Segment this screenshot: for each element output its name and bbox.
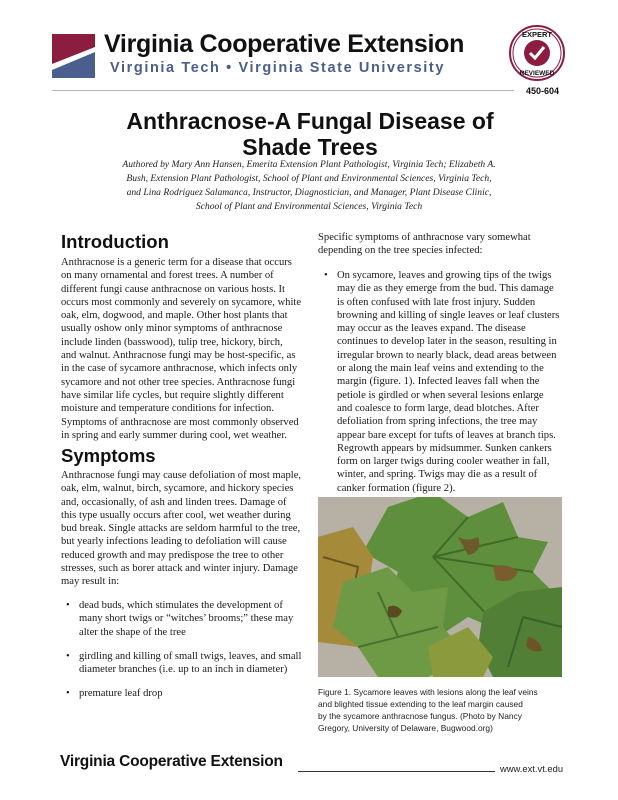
text-line: margin (figure. 1). Infected leaves fall when the — [337, 376, 540, 388]
text-line: on many ornamental and forest trees. A number of — [61, 270, 274, 282]
species-intro — [318, 231, 566, 258]
list-item — [324, 269, 566, 495]
text-line: may result in: — [61, 576, 120, 588]
text-line: Anthracnose is a generic term for a disease that occurs — [61, 257, 292, 268]
text-line: defoliation from spring infections, the tree may — [337, 416, 538, 428]
author-byline — [104, 158, 514, 214]
text-line: this type usually occurs after cool, wet weather during — [61, 509, 291, 521]
text-line: reduced growth and may predispose the tree to other — [61, 549, 284, 561]
text-line: diameter branches (i.e. up to an inch in diameter) — [79, 664, 288, 676]
text-line: Symptoms of anthracnose are most commonly observed — [61, 416, 299, 428]
text-line: and walnut. Anthracnose fungi may be host-specific, as — [61, 350, 296, 362]
introduction-body — [61, 256, 307, 442]
header-divider — [52, 90, 514, 91]
bullet-icon: • — [66, 600, 70, 611]
text-line: girdling and killing of small twigs, leaves, and small — [79, 650, 302, 662]
text-line: usually oshow only minor symptoms of anthracnose — [61, 323, 283, 335]
text-line: premature leaf drop — [79, 688, 163, 700]
list-item — [66, 650, 308, 677]
bullet-icon: • — [66, 650, 70, 662]
text-line: stresses, such as borer attack and winter injury. Damage — [61, 563, 299, 575]
figure-caption — [318, 686, 562, 734]
publication-number: 450-604 — [526, 86, 560, 96]
text-line: dead buds, which stimulates the development of — [79, 600, 283, 611]
text-line: browning and killing of single leaves or leaf clusters — [337, 309, 560, 321]
text-line: continues to develop later in the season, resulting in — [337, 336, 557, 348]
symptoms-heading: Symptoms — [61, 445, 156, 466]
text-line: appear bare except for tufts of leaves at branch tips. — [337, 429, 556, 441]
damage-bullet-list — [66, 599, 308, 701]
text-line: bud break. Single attacks are seldom harmful to the tree, — [61, 523, 301, 535]
text-line: many short twigs or “witches’ brooms;” these may — [79, 613, 294, 625]
caption-line: Figure 1. Sycamore leaves with lesions along the leaf veins — [318, 687, 538, 697]
text-line: Anthracnose fungi may cause defoliation of most maple, — [61, 470, 302, 481]
header-brand: Virginia Cooperative Extension — [104, 30, 465, 58]
title-line-2: Shade Trees — [242, 134, 378, 160]
text-line: irregular brown to nearly black, dead areas between — [337, 349, 557, 361]
text-line: or along the main leaf veins and extending to the — [337, 363, 544, 375]
author-line: and Lina Rodriguez Salamanca, Instructor, Diagnostician, and Manager, Plant Disease Clinic, — [126, 187, 492, 198]
text-line: include linden (basswood), tulip tree, hickory, birch, — [61, 336, 283, 348]
author-line: Bush, Extension Plant Pathologist, School of Plant and Environmental Sciences, Virginia Tech, — [126, 173, 492, 184]
title-line-1: Anthracnose-A Fungal Disease of — [126, 108, 494, 134]
text-line: oak, elm, dogwood, and maple. Other host plants that — [61, 310, 288, 322]
vce-logo-icon — [52, 34, 95, 78]
text-line: may occur as the leaves expand. The disease — [337, 323, 526, 335]
text-line: is often confused with late frost injury. Sudden — [337, 296, 536, 308]
sycamore-bullet-list — [324, 269, 566, 495]
sycamore-leaves-photo — [318, 497, 562, 677]
text-line: Regrowth appears by midsummer. Sunken cankers — [337, 442, 552, 454]
caption-line: Gregory, University of Delaware, Bugwood.org) — [318, 723, 493, 733]
text-line: depending on the tree species infected: — [318, 245, 483, 257]
seal-bottom-text: REVIEWED — [519, 70, 555, 77]
footer-url: www.ext.vt.edu — [500, 763, 564, 774]
text-line: form on larger twigs during cooler weather in fall, — [337, 456, 550, 468]
bullet-icon: • — [324, 270, 328, 281]
footer-brand: Virginia Cooperative Extension — [60, 753, 283, 770]
text-line: oak, elm, walnut, birch, sycamore, and hickory species — [61, 483, 294, 495]
seal-top-text: EXPERT — [521, 30, 553, 39]
text-line: may die as they emerge from the bud. This damage — [337, 283, 554, 295]
text-line: alter the shape of the tree — [79, 626, 186, 638]
list-item — [66, 687, 308, 700]
document-title — [60, 108, 560, 160]
symptoms-body — [61, 469, 307, 589]
text-line: have similar life cycles, but require slightly different — [61, 389, 284, 401]
text-line: Specific symptoms of anthracnose vary somewhat — [318, 232, 531, 243]
header-universities: Virginia Tech • Virginia State University — [110, 60, 445, 76]
text-line: moisture and temperature conditions for infection. — [61, 403, 274, 415]
text-line: occurs most commonly and severely on sycamore, white — [61, 296, 302, 308]
text-line: and coalesce to form large, dead blotches. After — [337, 402, 539, 414]
text-line: canker formation (figure 2). — [337, 482, 456, 494]
bullet-icon: • — [66, 688, 70, 700]
text-line: in spring and early summer during cool, wet weather. — [61, 429, 287, 441]
text-line: petiole is girdled or when several lesions enlarge — [337, 389, 544, 401]
text-line: sycamore and not other tree species. Anthracnose fungi — [61, 376, 296, 388]
text-line: different fungi cause anthracnose on various hosts. It — [61, 283, 285, 295]
caption-line: and blighted tissue extending to the leaf margin caused — [318, 699, 523, 709]
author-line: Authored by Mary Ann Hansen, Emerita Extension Plant Pathologist, Virginia Tech; Elizabeth A. — [122, 159, 496, 170]
list-item — [66, 599, 308, 639]
text-line: in the case of sycamore anthracnose, which infects only — [61, 363, 298, 375]
text-line: but yearly infections leading to defoliation will cause — [61, 536, 287, 548]
expert-reviewed-seal-icon — [508, 24, 566, 82]
text-line: On sycamore, leaves and growing tips of the twigs — [337, 270, 552, 281]
footer-divider — [298, 771, 495, 772]
author-line: School of Plant and Environmental Sciences, Virginia Tech — [195, 201, 423, 212]
text-line: and, occasionally, of ash and linden trees. Damage of — [61, 496, 287, 508]
text-line: winter, and spring. Twigs may die as a result of — [337, 469, 538, 481]
introduction-heading: Introduction — [61, 231, 169, 252]
caption-line: by the sycamore anthracnose fungus. (Photo by Nancy — [318, 711, 522, 721]
